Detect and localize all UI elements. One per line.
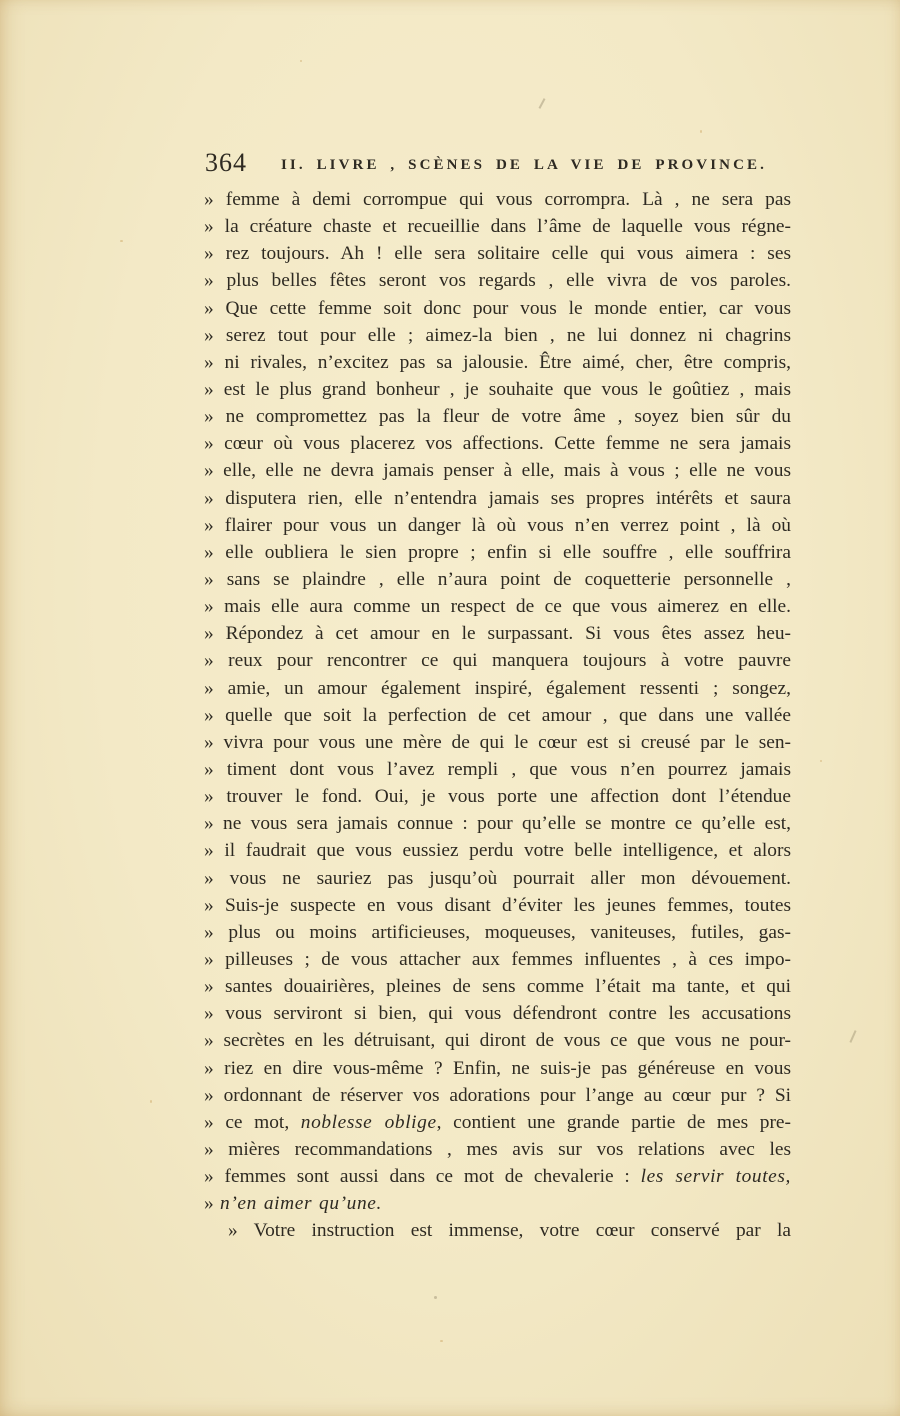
plain-text: » cœur où vous placerez vos affections. Cette femme ne sera jamais [204,433,791,455]
text-line [204,865,791,892]
text-line [204,1000,791,1027]
plain-text: » flairer pour vous un danger là où vous n’en verrez point , là où [204,514,791,536]
italic-text: n’en aimer qu’une. [220,1193,382,1215]
plain-text: » mières recommandations , mes avis sur vos relations avec les [204,1138,791,1160]
plain-text: » Que cette femme soit donc pour vous le monde entier, car vous [204,297,791,319]
plain-text: » vous serviront si bien, qui vous défendront contre les accusations [204,1003,791,1025]
paper-speck [120,240,123,242]
plain-text: » pilleuses ; de vous attacher aux femmes influentes , à ces impo- [204,948,791,970]
text-line [204,403,791,430]
italic-text: les servir toutes, [640,1166,791,1188]
text-line [204,430,791,457]
plain-text: » santes douairières, pleines de sens comme l’était ma tante, et qui [204,976,791,998]
plain-text: » [204,1193,221,1215]
scan-artifact [539,98,546,109]
plain-text: » plus ou moins artificieuses, moqueuses, vaniteuses, futiles, gas- [204,921,791,943]
text-line [204,566,791,593]
paper-speck [300,60,302,62]
scan-artifact [849,1030,856,1043]
text-line [204,756,791,783]
text-line [204,919,791,946]
plain-text: » sans se plaindre , elle n’aura point de coquetterie personnelle , [204,568,791,590]
plain-text: » Votre instruction est immense, votre cœur conservé par la [228,1220,791,1242]
paper-speck [150,1100,152,1103]
plain-text: » rez toujours. Ah ! elle sera solitaire celle qui vous aimera : ses [204,243,791,265]
text-line [204,186,791,213]
scan-artifact [434,1296,437,1299]
plain-text: » elle oubliera le sien propre ; enfin si elle souffre , elle souffrira [204,541,791,563]
plain-text: » vous ne sauriez pas jusqu’où pourrait aller mon dévouement. [204,867,791,889]
plain-text: » amie, un amour également inspiré, également ressenti ; songez, [204,677,791,699]
page-header [205,148,792,178]
text-line [204,1217,791,1244]
plain-text: » femme à demi corrompue qui vous corrompra. Là , ne sera pas [204,189,791,210]
text-line [204,675,791,702]
plain-text: » ne vous sera jamais connue : pour qu’elle se montre ce qu’elle est, [204,813,791,835]
paper-speck [440,1340,443,1342]
text-line [204,647,791,674]
italic-text: noblesse oblige [300,1111,437,1133]
text-line [204,620,791,647]
plain-text: » ne compromettez pas la fleur de votre âme , soyez bien sûr du [204,406,791,428]
text-line [204,349,791,376]
text-line [204,593,791,620]
running-title: II. LIVRE , SCÈNES DE LA VIE DE PROVINCE. [281,157,767,173]
plain-text: » reux pour rencontrer ce qui manquera toujours à votre pauvre [204,650,791,672]
text-line [204,240,791,267]
text-line [204,295,791,322]
text-line [204,973,791,1000]
text-line [204,810,791,837]
text-line [204,457,791,484]
plain-text: » Suis-je suspecte en vous disant d’éviter les jeunes femmes, toutes [204,894,791,916]
plain-text: » mais elle aura comme un respect de ce que vous aimerez en elle. [204,596,791,618]
plain-text: » vivra pour vous une mère de qui le cœur est si creusé par le sen- [204,731,791,753]
text-line [204,783,791,810]
text-line [204,729,791,756]
text-line [204,1027,791,1054]
plain-text: » ce mot, [204,1111,301,1133]
plain-text: » riez en dire vous-même ? Enfin, ne suis-je pas généreuse en vous [204,1057,791,1079]
text-line [204,267,791,294]
text-line [204,1082,791,1109]
plain-text: » timent dont vous l’avez rempli , que vous n’en pourrez jamais [204,758,791,780]
paper-speck [820,760,822,762]
plain-text: » la créature chaste et recueillie dans l’âme de laquelle vous régne- [204,216,791,238]
plain-text: » ni rivales, n’excitez pas sa jalousie. Être aimé, cher, être compris, [204,351,791,373]
text-line [204,322,791,349]
plain-text: » il faudrait que vous eussiez perdu votre belle intelligence, et alors [204,840,791,862]
plain-text: » est le plus grand bonheur , je souhaite que vous le goûtiez , mais [204,378,791,400]
plain-text: » quelle que soit la perfection de cet amour , que dans une vallée [204,704,791,726]
paper-speck [700,130,702,133]
text-line [204,1136,791,1163]
text-line [204,1055,791,1082]
text-line [204,485,791,512]
text-line [204,213,791,240]
text-line [204,946,791,973]
plain-text: » elle, elle ne devra jamais penser à elle, mais à vous ; elle ne vous [204,460,791,482]
body-text [204,186,791,1244]
text-line [204,376,791,403]
page-number: 364 [205,148,247,177]
text-line [204,1109,791,1136]
text-line [204,837,791,864]
plain-text: » ordonnant de réserver vos adorations pour l’ange au cœur pur ? Si [204,1084,791,1106]
plain-text: » secrètes en les détruisant, qui diront de vous ce que vous ne pour- [204,1030,791,1052]
plain-text: » disputera rien, elle n’entendra jamais ses propres intérêts et saura [204,487,791,509]
plain-text: » Répondez à cet amour en le surpassant. Si vous êtes assez heu- [204,623,791,645]
text-line [204,1163,791,1190]
text-line [204,1190,791,1217]
plain-text: » trouver le fond. Oui, je vous porte une affection dont l’étendue [204,786,791,808]
plain-text: , contient une grande partie de mes pre- [436,1111,791,1133]
text-line [204,539,791,566]
plain-text: » serez tout pour elle ; aimez-la bien , ne lui donnez ni chagrins [204,324,791,346]
plain-text: » plus belles fêtes seront vos regards , elle vivra de vos paroles. [204,270,791,292]
plain-text: » femmes sont aussi dans ce mot de chevalerie : [204,1166,641,1188]
text-line [204,512,791,539]
text-line [204,702,791,729]
text-line [204,892,791,919]
